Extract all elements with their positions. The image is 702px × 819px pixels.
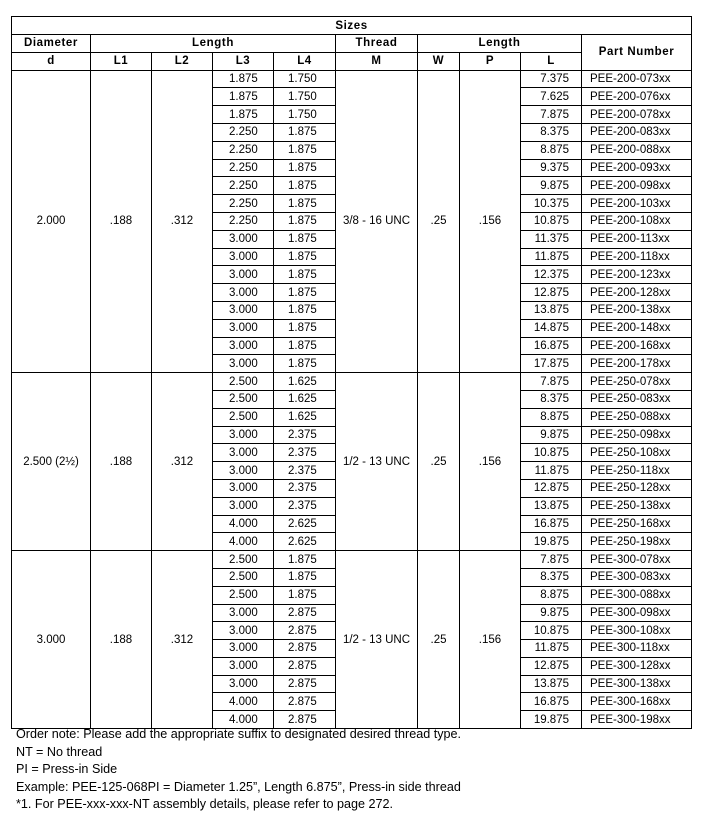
l4-cell: 2.375 (274, 426, 336, 444)
l3-cell: 3.000 (213, 355, 274, 373)
l4-cell: 2.375 (274, 479, 336, 497)
l-cell: 9.875 (521, 426, 582, 444)
thread-cell: 3/8 - 16 UNC (336, 70, 418, 373)
part-number-cell: PEE-200-076xx (582, 88, 692, 106)
l3-cell: 3.000 (213, 497, 274, 515)
l4-cell: 2.625 (274, 533, 336, 551)
l4-cell: 2.375 (274, 462, 336, 480)
part-number-cell: PEE-300-078xx (582, 551, 692, 569)
l-cell: 12.375 (521, 266, 582, 284)
l3-cell: 2.250 (213, 212, 274, 230)
subheader-p: P (460, 52, 521, 70)
l-cell: 8.375 (521, 568, 582, 586)
table-body (12, 70, 692, 728)
l4-cell: 2.875 (274, 711, 336, 729)
l3-cell: 4.000 (213, 693, 274, 711)
subheader-w: W (418, 52, 460, 70)
l-cell: 17.875 (521, 355, 582, 373)
l2-cell: .312 (152, 373, 213, 551)
part-number-cell: PEE-200-128xx (582, 284, 692, 302)
l3-cell: 2.250 (213, 123, 274, 141)
l3-cell: 2.500 (213, 551, 274, 569)
l-cell: 8.375 (521, 123, 582, 141)
table-row (12, 70, 692, 88)
l4-cell: 1.750 (274, 106, 336, 124)
l-cell: 8.875 (521, 586, 582, 604)
part-number-cell: PEE-300-108xx (582, 622, 692, 640)
subheader-l3: L3 (213, 52, 274, 70)
p-cell: .156 (460, 70, 521, 373)
order-notes (16, 726, 461, 814)
l4-cell: 1.875 (274, 551, 336, 569)
l4-cell: 2.875 (274, 640, 336, 658)
part-number-cell: PEE-200-123xx (582, 266, 692, 284)
l2-cell: .312 (152, 70, 213, 373)
l4-cell: 2.375 (274, 444, 336, 462)
l3-cell: 2.250 (213, 159, 274, 177)
thread-cell: 1/2 - 13 UNC (336, 551, 418, 729)
l3-cell: 3.000 (213, 622, 274, 640)
l3-cell: 3.000 (213, 284, 274, 302)
l-cell: 10.875 (521, 622, 582, 640)
l3-cell: 3.000 (213, 301, 274, 319)
l1-cell: .188 (91, 70, 152, 373)
part-number-cell: PEE-200-093xx (582, 159, 692, 177)
l3-cell: 1.875 (213, 106, 274, 124)
part-number-cell: PEE-250-198xx (582, 533, 692, 551)
part-number-cell: PEE-250-088xx (582, 408, 692, 426)
subheader-l1: L1 (91, 52, 152, 70)
part-number-cell: PEE-200-103xx (582, 195, 692, 213)
l4-cell: 1.875 (274, 266, 336, 284)
l4-cell: 1.625 (274, 373, 336, 391)
l3-cell: 2.500 (213, 568, 274, 586)
diameter-cell: 2.500 (2½) (12, 373, 91, 551)
l4-cell: 1.875 (274, 123, 336, 141)
l-cell: 19.875 (521, 711, 582, 729)
l-cell: 9.375 (521, 159, 582, 177)
part-number-cell: PEE-300-088xx (582, 586, 692, 604)
reference-note: *1. For PEE-xxx-xxx-NT assembly details, please refer to page 272. (16, 797, 394, 812)
l4-cell: 1.750 (274, 70, 336, 88)
l1-cell: .188 (91, 373, 152, 551)
diameter-cell: 2.000 (12, 70, 91, 373)
l-cell: 7.625 (521, 88, 582, 106)
l-cell: 10.875 (521, 444, 582, 462)
l-cell: 7.875 (521, 373, 582, 391)
subheader-d: d (12, 52, 91, 70)
w-cell: .25 (418, 70, 460, 373)
l-cell: 14.875 (521, 319, 582, 337)
l4-cell: 1.875 (274, 284, 336, 302)
l3-cell: 3.000 (213, 675, 274, 693)
l4-cell: 2.875 (274, 622, 336, 640)
table-row (12, 373, 692, 391)
p-cell: .156 (460, 373, 521, 551)
l-cell: 8.875 (521, 408, 582, 426)
header-diameter: Diameter (12, 35, 91, 53)
part-number-cell: PEE-200-148xx (582, 319, 692, 337)
part-number-cell: PEE-200-083xx (582, 123, 692, 141)
l3-cell: 2.250 (213, 141, 274, 159)
table-title: Sizes (12, 17, 692, 35)
part-number-cell: PEE-200-113xx (582, 230, 692, 248)
l-cell: 19.875 (521, 533, 582, 551)
l-cell: 13.875 (521, 301, 582, 319)
l-cell: 8.375 (521, 390, 582, 408)
part-number-cell: PEE-200-118xx (582, 248, 692, 266)
l4-cell: 1.875 (274, 586, 336, 604)
l4-cell: 1.875 (274, 141, 336, 159)
l4-cell: 2.875 (274, 693, 336, 711)
part-number-cell: PEE-200-138xx (582, 301, 692, 319)
part-number-cell: PEE-300-138xx (582, 675, 692, 693)
part-number-cell: PEE-300-198xx (582, 711, 692, 729)
part-number-cell: PEE-200-088xx (582, 141, 692, 159)
l3-cell: 4.000 (213, 515, 274, 533)
part-number-cell: PEE-250-168xx (582, 515, 692, 533)
header-length-2: Length (418, 35, 582, 53)
l-cell: 7.875 (521, 106, 582, 124)
l4-cell: 1.875 (274, 177, 336, 195)
header-part-number: Part Number (582, 35, 692, 71)
part-number-cell: PEE-250-138xx (582, 497, 692, 515)
part-number-cell: PEE-250-098xx (582, 426, 692, 444)
nt-note: NT = No thread (16, 744, 103, 759)
part-number-cell: PEE-200-178xx (582, 355, 692, 373)
l3-cell: 3.000 (213, 444, 274, 462)
l3-cell: 3.000 (213, 319, 274, 337)
l4-cell: 1.875 (274, 355, 336, 373)
part-number-cell: PEE-250-118xx (582, 462, 692, 480)
w-cell: .25 (418, 373, 460, 551)
l4-cell: 1.875 (274, 301, 336, 319)
l-cell: 7.875 (521, 551, 582, 569)
l-cell: 10.375 (521, 195, 582, 213)
l4-cell: 1.875 (274, 337, 336, 355)
l-cell: 9.875 (521, 177, 582, 195)
l-cell: 7.375 (521, 70, 582, 88)
l-cell: 11.375 (521, 230, 582, 248)
l4-cell: 1.875 (274, 248, 336, 266)
l-cell: 16.875 (521, 337, 582, 355)
l-cell: 16.875 (521, 515, 582, 533)
l4-cell: 2.375 (274, 497, 336, 515)
l1-cell: .188 (91, 551, 152, 729)
l3-cell: 3.000 (213, 426, 274, 444)
part-number-cell: PEE-200-078xx (582, 106, 692, 124)
l4-cell: 2.875 (274, 675, 336, 693)
l3-cell: 3.000 (213, 462, 274, 480)
l3-cell: 3.000 (213, 479, 274, 497)
l3-cell: 4.000 (213, 533, 274, 551)
l3-cell: 3.000 (213, 230, 274, 248)
sizes-table (11, 16, 692, 729)
part-number-cell: PEE-300-118xx (582, 640, 692, 658)
l-cell: 13.875 (521, 675, 582, 693)
subheader-l: L (521, 52, 582, 70)
l-cell: 11.875 (521, 640, 582, 658)
l3-cell: 2.500 (213, 408, 274, 426)
p-cell: .156 (460, 551, 521, 729)
part-number-cell: PEE-300-128xx (582, 657, 692, 675)
l3-cell: 4.000 (213, 711, 274, 729)
l3-cell: 3.000 (213, 337, 274, 355)
l3-cell: 2.250 (213, 195, 274, 213)
l-cell: 8.875 (521, 141, 582, 159)
part-number-cell: PEE-200-098xx (582, 177, 692, 195)
l3-cell: 2.500 (213, 390, 274, 408)
l4-cell: 1.875 (274, 212, 336, 230)
part-number-cell: PEE-200-073xx (582, 70, 692, 88)
l3-cell: 2.250 (213, 177, 274, 195)
l4-cell: 2.625 (274, 515, 336, 533)
l2-cell: .312 (152, 551, 213, 729)
example-note: Example: PEE-125-068PI = Diameter 1.25”, Length 6.875”, Press-in side thread (16, 779, 461, 794)
w-cell: .25 (418, 551, 460, 729)
l4-cell: 1.750 (274, 88, 336, 106)
part-number-cell: PEE-200-168xx (582, 337, 692, 355)
thread-cell: 1/2 - 13 UNC (336, 373, 418, 551)
l4-cell: 2.875 (274, 657, 336, 675)
table-row (12, 551, 692, 569)
l4-cell: 1.625 (274, 408, 336, 426)
l3-cell: 1.875 (213, 70, 274, 88)
part-number-cell: PEE-250-128xx (582, 479, 692, 497)
l-cell: 12.875 (521, 479, 582, 497)
l3-cell: 3.000 (213, 248, 274, 266)
l-cell: 12.875 (521, 657, 582, 675)
subheader-l2: L2 (152, 52, 213, 70)
l3-cell: 3.000 (213, 657, 274, 675)
l-cell: 13.875 (521, 497, 582, 515)
part-number-cell: PEE-300-083xx (582, 568, 692, 586)
part-number-cell: PEE-300-168xx (582, 693, 692, 711)
l3-cell: 2.500 (213, 373, 274, 391)
l-cell: 9.875 (521, 604, 582, 622)
header-thread: Thread (336, 35, 418, 53)
part-number-cell: PEE-250-078xx (582, 373, 692, 391)
l4-cell: 1.875 (274, 568, 336, 586)
l4-cell: 1.625 (274, 390, 336, 408)
l3-cell: 2.500 (213, 586, 274, 604)
l-cell: 12.875 (521, 284, 582, 302)
subheader-m: M (336, 52, 418, 70)
l4-cell: 1.875 (274, 230, 336, 248)
part-number-cell: PEE-200-108xx (582, 212, 692, 230)
subheader-l4: L4 (274, 52, 336, 70)
l3-cell: 3.000 (213, 266, 274, 284)
l4-cell: 1.875 (274, 319, 336, 337)
l4-cell: 1.875 (274, 159, 336, 177)
order-note: Order note: Please add the appropriate suffix to designated desired thread type. (16, 727, 462, 741)
header-length-1: Length (91, 35, 336, 53)
l3-cell: 1.875 (213, 88, 274, 106)
l-cell: 10.875 (521, 212, 582, 230)
l4-cell: 1.875 (274, 195, 336, 213)
l-cell: 11.875 (521, 248, 582, 266)
part-number-cell: PEE-250-108xx (582, 444, 692, 462)
l3-cell: 3.000 (213, 604, 274, 622)
l3-cell: 3.000 (213, 640, 274, 658)
diameter-cell: 3.000 (12, 551, 91, 729)
part-number-cell: PEE-300-098xx (582, 604, 692, 622)
l4-cell: 2.875 (274, 604, 336, 622)
l-cell: 16.875 (521, 693, 582, 711)
pi-note: PI = Press-in Side (16, 762, 118, 777)
part-number-cell: PEE-250-083xx (582, 390, 692, 408)
l-cell: 11.875 (521, 462, 582, 480)
